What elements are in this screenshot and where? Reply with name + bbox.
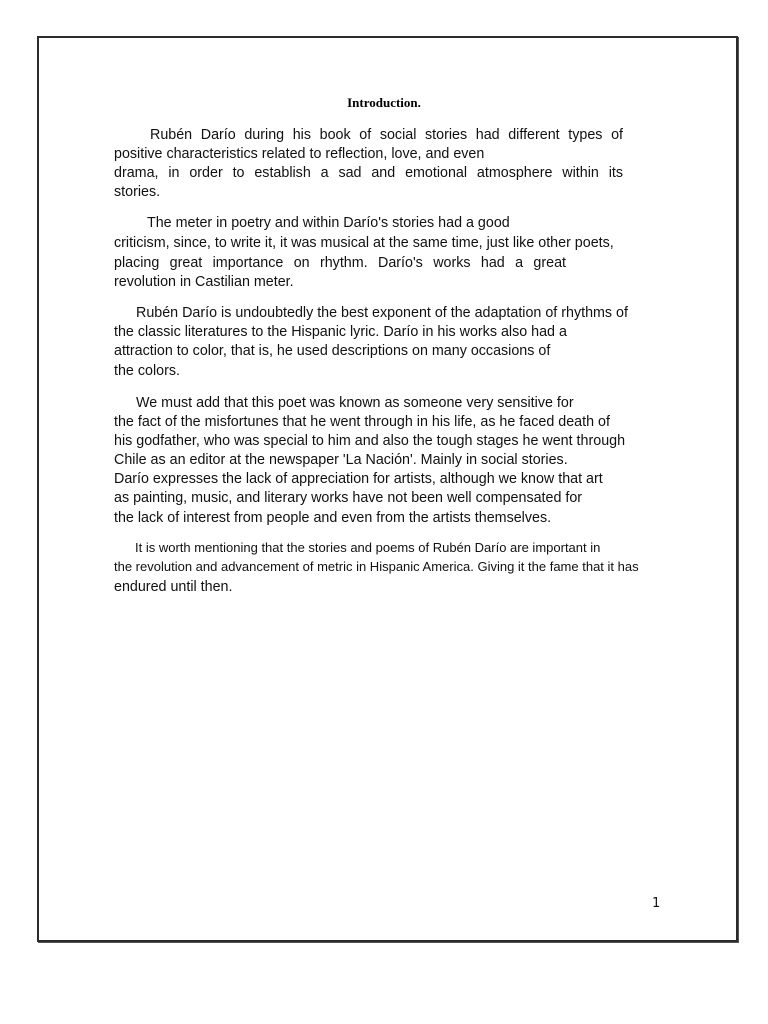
paragraph-5-line-1: It is worth mentioning that the stories and poems of Rubén Darío are important in (135, 540, 601, 555)
paragraph-4-line-6: as painting, music, and literary works have not been well compensated for (114, 490, 583, 506)
paragraph-5-line-2: the revolution and advancement of metric in Hispanic America. Giving it the fame that it has (114, 559, 639, 574)
paragraph-3-line-4: the colors. (114, 363, 180, 379)
paragraph-2-line-2: criticism, since, to write it, it was musical at the same time, just like other poets, (114, 235, 614, 251)
paragraph-4-line-1: We must add that this poet was known as someone very sensitive for (136, 395, 574, 411)
paragraph-4-line-2: the fact of the misfortunes that he went through in his life, as he faced death of (114, 414, 610, 430)
paragraph-5-line-3: endured until then. (114, 579, 233, 595)
paragraph-4-line-3: his godfather, who was special to him and also the tough stages he went through (114, 433, 626, 449)
document-title: Introduction. (347, 95, 421, 110)
page-number: 1 (652, 896, 661, 911)
paragraph-3-line-2: the classic literatures to the Hispanic lyric. Darío in his works also had a (114, 324, 567, 340)
paragraph-4-line-7: the lack of interest from people and even from the artists themselves. (114, 510, 552, 526)
paragraph-3-line-1: Rubén Darío is undoubtedly the best exponent of the adaptation of rhythms of (136, 305, 628, 321)
paragraph-1-line-3: drama, in order to establish a sad and emotional atmosphere within its (114, 165, 623, 181)
paragraph-1-line-4: stories. (114, 184, 161, 200)
paragraph-2-line-4: revolution in Castilian meter. (114, 274, 294, 290)
paragraph-1-line-1: Rubén Darío during his book of social stories had different types of (150, 127, 623, 143)
paragraph-2-line-1: The meter in poetry and within Darío's stories had a good (147, 215, 510, 231)
paragraph-2-line-3: placing great importance on rhythm. Darío's works had a great (114, 255, 566, 271)
paragraph-3-line-3: attraction to color, that is, he used descriptions on many occasions of (114, 343, 551, 359)
paragraph-4-line-4: Chile as an editor at the newspaper 'La Nación'. Mainly in social stories. (114, 452, 568, 468)
paragraph-1-line-2: positive characteristics related to reflection, love, and even (114, 146, 485, 162)
paragraph-4-line-5: Darío expresses the lack of appreciation for artists, although we know that art (114, 471, 603, 487)
